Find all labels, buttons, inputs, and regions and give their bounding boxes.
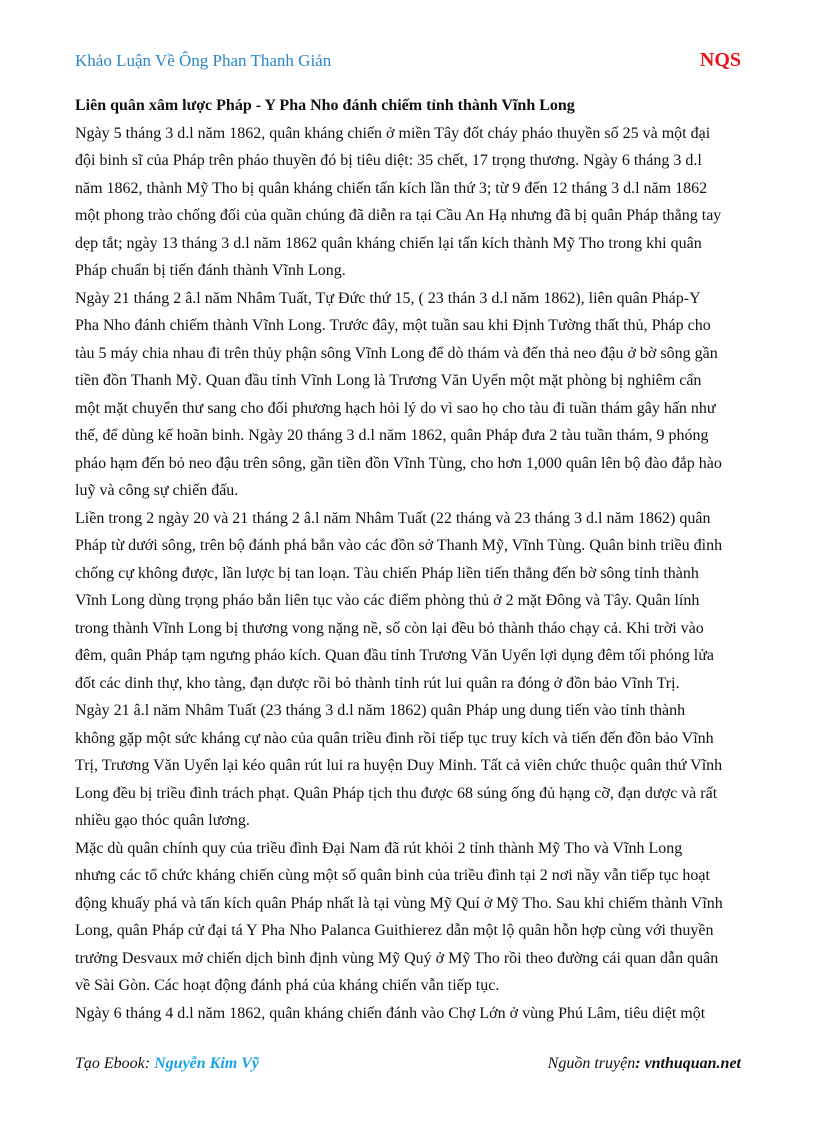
text-line: một mặt chuyển thư sang cho đối phương hạch hỏi lý do vì sao họ cho tàu đi tuần thám gây hấn như <box>75 399 716 417</box>
text-line: luỹ và công sự chiến đấu. <box>75 482 239 499</box>
text-line: Vĩnh Long dùng trọng pháo bắn liên tục vào các điểm phòng thủ ở 2 mặt Đông và Tây. Quân lính <box>75 592 700 609</box>
paragraph <box>75 120 745 285</box>
text-line: trưởng Desvaux mở chiến dịch bình định vùng Mỹ Quý ở Mỹ Tho rồi theo đường cái quan dẫn quân <box>75 949 719 967</box>
source-label: Nguồn truyện <box>547 1055 636 1072</box>
text-line: một phong trào chống đối của quần chúng đã diễn ra tại Cầu An Hạ nhưng đã bị quân Pháp thẳng tay <box>75 207 722 224</box>
text-line: Ngày 21 â.l năm Nhâm Tuất (23 tháng 3 d.l năm 1862) quân Pháp ung dung tiến vào tỉnh thành <box>75 702 686 719</box>
text-line: về Sài Gòn. Các hoạt động đánh phá của kháng chiến vẫn tiếp tục. <box>75 977 500 994</box>
text-line: Pha Nho đánh chiếm thành Vĩnh Long. Trước đây, một tuần sau khi Định Tường thất thủ, Pháp cho <box>75 317 711 334</box>
text-line: Liền trong 2 ngày 20 và 21 tháng 2 â.l năm Nhâm Tuất (22 tháng và 23 tháng 3 d.l năm 1862) quân <box>75 509 711 527</box>
ebook-sep: : <box>144 1055 155 1072</box>
text-line: nhưng các tổ chức kháng chiến cùng một số quân binh của triều đình tại 2 nơi nầy vẫn tiếp tục hoạt <box>75 867 710 884</box>
text-line: dẹp tắt; ngày 13 tháng 3 d.l năm 1862 quân kháng chiến lại tấn kích thành Mỹ Tho trong khi quân <box>75 234 702 252</box>
text-line: nhiều gạo thóc quân lương. <box>75 812 250 829</box>
text-line: không gặp một sức kháng cự nào của quân triều đình rồi tiếp tục truy kích và tiến đến đồn bảo Vĩnh <box>75 729 714 747</box>
document-body <box>75 92 745 1027</box>
source-site-link[interactable]: vnthuquan.net <box>644 1055 741 1072</box>
text-line: Long, quân Pháp cử đại tá Y Pha Nho Palanca Guithierez dẫn một lộ quân hỗn hợp cùng với thuyền <box>75 922 714 939</box>
paragraph <box>75 697 745 835</box>
text-line: Ngày 21 tháng 2 â.l năm Nhâm Tuất, Tự Đức thứ 15, ( 23 thán 3 d.l năm 1862), liên quân Pháp-Y <box>75 289 701 307</box>
text-line: đội binh sĩ của Pháp trên pháo thuyền đó bị tiêu diệt: 35 chết, 17 trọng thương. Ngày 6 tháng 3 d.l <box>75 152 702 169</box>
text-line: Long đều bị triều đình trách phạt. Quân Pháp tịch thu được 68 súng ống đủ hạng cỡ, đạn dược và rất <box>75 784 718 802</box>
footer-ebook-credit <box>75 1055 259 1073</box>
text-line: trong thành Vĩnh Long bị thương vong nặng nề, số còn lại đều bỏ thành tháo chạy cả. Khi trời vào <box>75 619 704 637</box>
section-heading: Liên quân xâm lược Pháp - Y Pha Nho đánh chiếm tỉnh thành Vĩnh Long <box>75 97 575 114</box>
text-line: Trị, Trương Văn Uyển lại kéo quân rút lui ra huyện Duy Minh. Tất cả viên chức thuộc quân thứ Vĩnh <box>75 757 723 774</box>
running-header-brand: NQS <box>699 49 741 71</box>
text-line: đốt các dinh thự, kho tàng, đạn dược rồi bỏ thành tỉnh rút lui quân ra đóng ở đồn bảo Vĩnh Trị. <box>75 674 680 692</box>
text-line: pháo hạm đến bỏ neo đậu trên sông, gần tiền đồn Vĩnh Tùng, cho hơn 1,000 quân lên bộ đào đắp hào <box>75 454 722 472</box>
text-line: Ngày 5 tháng 3 d.l năm 1862, quân kháng chiến ở miền Tây đốt cháy pháo thuyền số 25 và một đại <box>75 124 711 142</box>
text-line: thế, để dùng kế hoãn binh. Ngày 20 tháng 3 d.l năm 1862, quân Pháp đưa 2 tàu tuần thám, 9 phóng <box>75 427 709 444</box>
paragraphs <box>75 120 745 1028</box>
paragraph <box>75 1000 745 1028</box>
paragraph <box>75 285 745 505</box>
text-line: Pháp chuẩn bị tiến đánh thành Vĩnh Long. <box>75 262 346 279</box>
ebook-label: Tạo Ebook <box>75 1055 145 1072</box>
text-line: chống cự không được, lần lược bị tan loạn. Tàu chiến Pháp liền tiến thẳng đến bờ sông tỉnh thành <box>75 564 699 582</box>
text-line: động khuấy phá và tấn kích quân Pháp nhất là tại vùng Mỹ Quí ở Mỹ Tho. Sau khi chiếm thành Vĩnh <box>75 894 723 912</box>
text-line: tàu 5 máy chia nhau đi trên thủy phận sông Vĩnh Long để dò thám và đến thả neo đậu ở bờ sông gần <box>75 344 718 362</box>
running-header-title: Khảo Luận Về Ông Phan Thanh Giản <box>75 51 332 70</box>
text-line: Mặc dù quân chính quy của triều đình Đại Nam đã rút khỏi 2 tỉnh thành Mỹ Tho và Vĩnh Long <box>75 839 683 857</box>
text-line: Pháp từ dưới sông, trên bộ đánh phá bắn vào các đồn sở Thanh Mỹ, Vĩnh Tùng. Quân binh triều đình <box>75 537 723 554</box>
text-line: tiền đồn Thanh Mỹ. Quan đầu tỉnh Vĩnh Long là Trương Văn Uyển một mặt phòng bị nghiêm cẩn <box>75 372 702 389</box>
text-line: đêm, quân Pháp tạm ngưng pháo kích. Quan đầu tỉnh Trương Văn Uyển lợi dụng đêm tối phóng lửa <box>75 647 715 664</box>
text-line: năm 1862, thành Mỹ Tho bị quân kháng chiến tấn kích lần thứ 3; từ 9 đến 12 tháng 3 d.l năm 1862 <box>75 179 708 197</box>
text-line: Ngày 6 tháng 4 d.l năm 1862, quân kháng chiến đánh vào Chợ Lớn ở vùng Phú Lâm, tiêu diệt một <box>75 1004 706 1022</box>
footer-source-credit <box>548 1055 741 1073</box>
paragraph <box>75 505 745 698</box>
ebook-author-link[interactable]: Nguyễn Kim Vỹ <box>154 1055 259 1072</box>
source-sep: : <box>635 1055 645 1072</box>
paragraph <box>75 835 745 1000</box>
